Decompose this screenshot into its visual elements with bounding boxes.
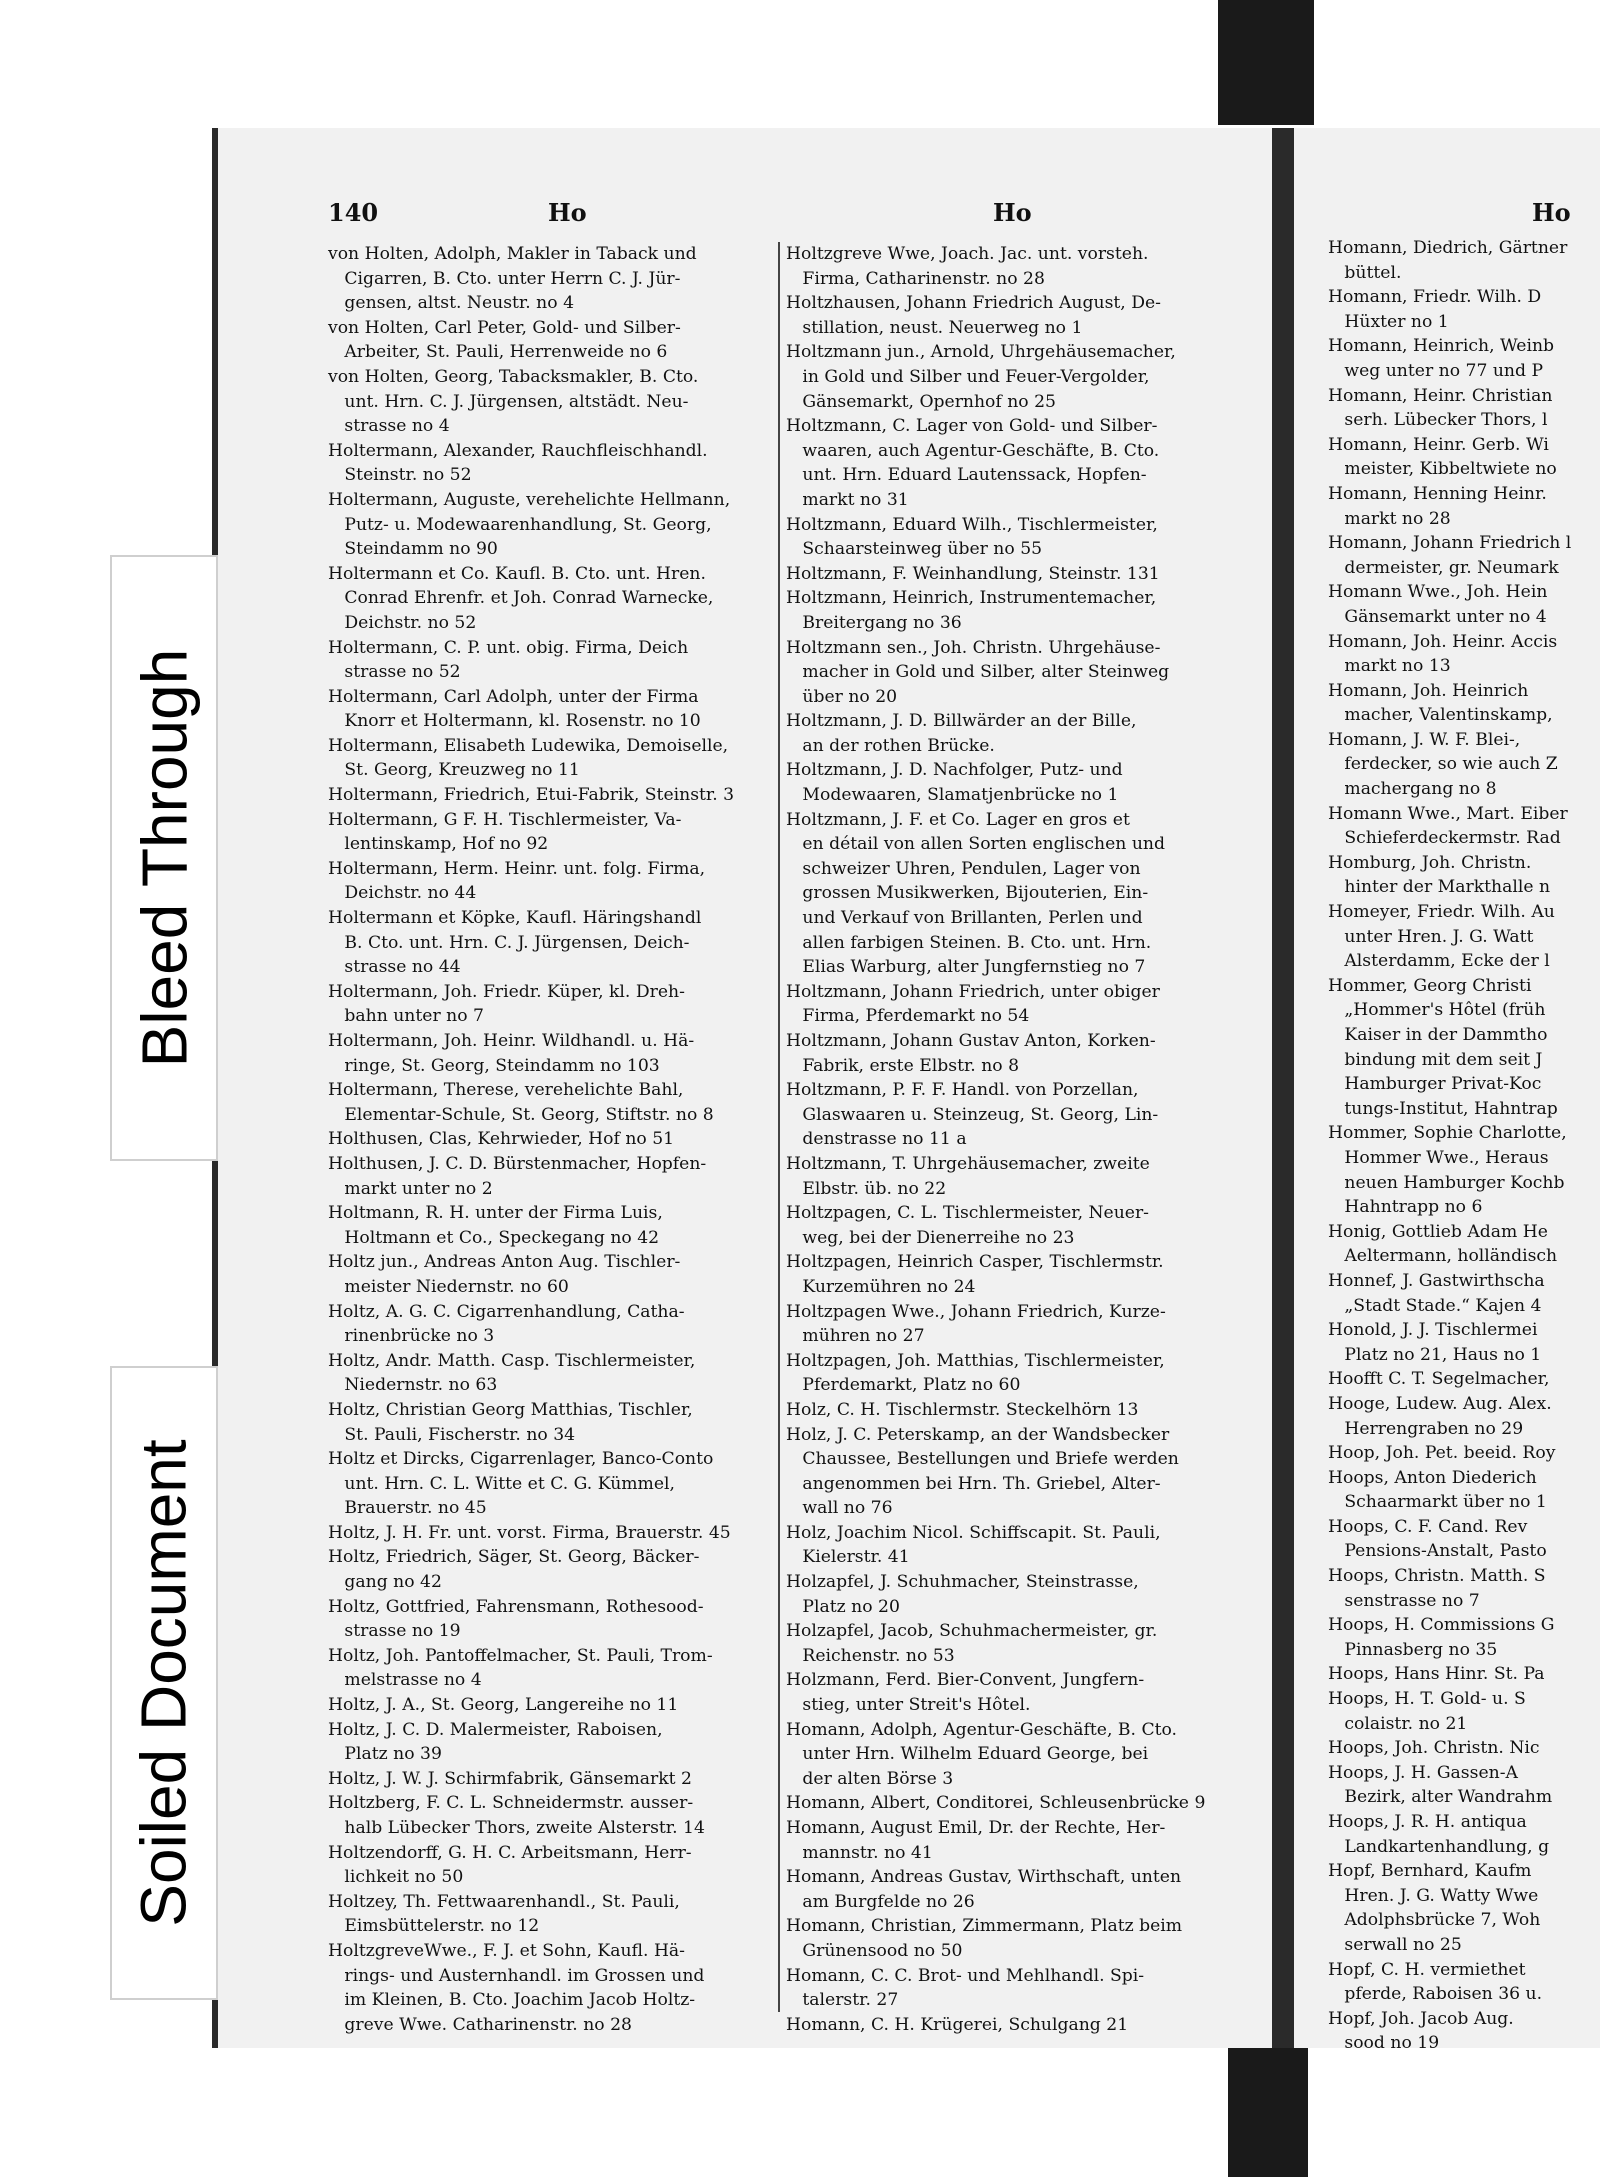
directory-line: Hoops, H. Commissions G <box>1328 1615 1555 1636</box>
directory-column-1 <box>328 242 773 2037</box>
directory-line: Holtz, J. H. Fr. unt. vorst. Firma, Brauerstr. 45 <box>328 1522 731 1543</box>
directory-line: von Holten, Georg, Tabacksmakler, B. Cto. <box>328 366 699 387</box>
directory-line: grossen Musikwerken, Bijouterien, Ein- <box>786 883 1149 904</box>
directory-line: Deichstr. no 52 <box>328 612 477 633</box>
directory-line: Homann, Joh. Heinr. Accis <box>1328 631 1558 652</box>
directory-line: allen farbigen Steinen. B. Cto. unt. Hrn. <box>786 932 1152 953</box>
directory-line: bahn unter no 7 <box>328 1006 484 1027</box>
directory-line: Holz, Joachim Nicol. Schiffscapit. St. Pauli, <box>786 1522 1161 1543</box>
directory-line: rings- und Austernhandl. im Grossen und <box>328 1965 705 1986</box>
directory-line: Holtzmann, Heinrich, Instrumentemacher, <box>786 588 1157 609</box>
directory-line: Holthusen, Clas, Kehrwieder, Hof no 51 <box>328 1129 675 1150</box>
directory-line: Holtermann, C. P. unt. obig. Firma, Deich <box>328 637 689 658</box>
directory-line: büttel. <box>1328 262 1402 283</box>
directory-line: Hoofft C. T. Segelmacher, <box>1328 1369 1550 1390</box>
directory-line: stieg, unter Streit's Hôtel. <box>786 1695 1031 1716</box>
directory-line: Holtermann et Köpke, Kaufl. Häringshandl <box>328 908 702 929</box>
directory-line: lichkeit no 50 <box>328 1867 464 1888</box>
directory-line: Platz no 39 <box>328 1744 442 1765</box>
directory-line: schweizer Uhren, Pendulen, Lager von <box>786 858 1141 879</box>
directory-line: über no 20 <box>786 686 898 707</box>
directory-line: unt. Hrn. C. L. Witte et C. G. Kümmel, <box>328 1473 675 1494</box>
directory-line: Homann, Heinr. Gerb. Wi <box>1328 434 1549 455</box>
directory-line: Kurzemühren no 24 <box>786 1276 976 1297</box>
directory-line: serh. Lübecker Thors, l <box>1328 410 1548 431</box>
directory-line: macher in Gold und Silber, alter Steinweg <box>786 662 1170 683</box>
directory-line: tungs-Institut, Hahntrap <box>1328 1098 1558 1119</box>
directory-line: Holtz, Andr. Matth. Casp. Tischlermeister, <box>328 1350 696 1371</box>
directory-line: Hoops, C. F. Cand. Rev <box>1328 1516 1528 1537</box>
directory-line: Holtzpagen Wwe., Johann Friedrich, Kurze- <box>786 1301 1166 1322</box>
directory-line: Pferdemarkt, Platz no 60 <box>786 1375 1021 1396</box>
directory-line: Cigarren, B. Cto. unter Herrn C. J. Jür- <box>328 268 681 289</box>
directory-line: Hoops, Anton Diederich <box>1328 1467 1537 1488</box>
directory-line: Holtzmann, P. F. F. Handl. von Porzellan, <box>786 1080 1139 1101</box>
directory-line: Hüxter no 1 <box>1328 311 1449 332</box>
directory-line: Hamburger Privat-Koc <box>1328 1074 1542 1095</box>
directory-line: Homann Wwe., Mart. Eiber <box>1328 803 1568 824</box>
directory-line: unt. Hrn. C. J. Jürgensen, altstädt. Neu- <box>328 391 689 412</box>
directory-line: Elbstr. üb. no 22 <box>786 1178 947 1199</box>
directory-line: Holtzmann jun., Arnold, Uhrgehäusemacher, <box>786 342 1176 363</box>
running-head-left: Ho <box>548 198 587 227</box>
directory-line: Hoops, J. H. Gassen-A <box>1328 1762 1518 1783</box>
directory-line: senstrasse no 7 <box>1328 1590 1480 1611</box>
directory-line: greve Wwe. Catharinenstr. no 28 <box>328 2014 632 2035</box>
directory-line: denstrasse no 11 a <box>786 1129 967 1150</box>
directory-line: Holz, J. C. Peterskamp, an der Wandsbecker <box>786 1424 1170 1445</box>
directory-line: Pensions-Anstalt, Pasto <box>1328 1541 1547 1562</box>
directory-line: ringe, St. Georg, Steindamm no 103 <box>328 1055 660 1076</box>
directory-line: an der rothen Brücke. <box>786 735 995 756</box>
directory-line: B. Cto. unt. Hrn. C. J. Jürgensen, Deich- <box>328 932 690 953</box>
directory-line: colaistr. no 21 <box>1328 1713 1468 1734</box>
directory-line: Hoops, Joh. Christn. Nic <box>1328 1738 1540 1759</box>
directory-line: von Holten, Carl Peter, Gold- und Silber- <box>328 317 681 338</box>
directory-line: wall no 76 <box>786 1498 893 1519</box>
binding-strip-bottom <box>1228 2046 1308 2177</box>
directory-line: dermeister, gr. Neumark <box>1328 557 1559 578</box>
directory-line: Alsterdamm, Ecke der l <box>1328 951 1550 972</box>
directory-line: Holtzgreve Wwe, Joach. Jac. unt. vorsteh. <box>786 244 1149 264</box>
directory-line: Adolphsbrücke 7, Woh <box>1328 1910 1541 1931</box>
directory-line: Holthusen, J. C. D. Bürstenmacher, Hopfen- <box>328 1153 707 1174</box>
directory-line: Holtmann, R. H. unter der Firma Luis, <box>328 1203 663 1224</box>
directory-line: Holtzmann, J. F. et Co. Lager en gros et <box>786 809 1130 830</box>
directory-line: lentinskamp, Hof no 92 <box>328 834 549 855</box>
directory-line: Eimsbüttelerstr. no 12 <box>328 1916 540 1937</box>
directory-line: markt no 13 <box>1328 656 1451 677</box>
directory-line: Honnef, J. Gastwirthscha <box>1328 1270 1545 1291</box>
soiled-document-text: Soiled Document <box>128 1439 200 1927</box>
running-head-right: Ho <box>993 198 1032 227</box>
directory-line: Herrengraben no 29 <box>1328 1418 1524 1439</box>
directory-line: „Hommer's Hôtel (früh <box>1328 1000 1546 1021</box>
directory-line: Holtermann, Carl Adolph, unter der Firma <box>328 686 699 707</box>
directory-line: angenommen bei Hrn. Th. Griebel, Alter- <box>786 1473 1161 1494</box>
directory-line: Holz, C. H. Tischlermstr. Steckelhörn 13 <box>786 1399 1139 1420</box>
directory-line: Holtermann, Joh. Heinr. Wildhandl. u. Hä- <box>328 1031 695 1051</box>
directory-line: en détail von allen Sorten englischen und <box>786 834 1165 855</box>
directory-line: strasse no 52 <box>328 662 461 683</box>
directory-line: melstrasse no 4 <box>328 1670 482 1691</box>
directory-line: Bezirk, alter Wandrahm <box>1328 1787 1553 1808</box>
soiled-document-label <box>110 1366 218 2000</box>
directory-line: am Burgfelde no 26 <box>786 1891 975 1912</box>
directory-line: Homann, Henning Heinr. <box>1328 483 1547 504</box>
directory-line: serwall no 25 <box>1328 1934 1462 1955</box>
directory-line: Pinnasberg no 35 <box>1328 1639 1498 1660</box>
page-gutter <box>1272 128 1290 2048</box>
directory-line: der alten Börse 3 <box>786 1768 954 1789</box>
directory-line: Glaswaaren u. Steinzeug, St. Georg, Lin- <box>786 1104 1159 1125</box>
directory-line: Holtzmann, J. D. Billwärder an der Bille, <box>786 711 1137 732</box>
directory-line: Holtz, Gottfried, Fahrensmann, Rothesood- <box>328 1596 704 1617</box>
directory-line: Holtzmann sen., Joh. Christn. Uhrgehäuse- <box>786 637 1161 658</box>
bleed-through-label <box>110 555 218 1161</box>
directory-line: Gänsemarkt unter no 4 <box>1328 606 1547 627</box>
directory-line: und Verkauf von Brillanten, Perlen und <box>786 908 1143 929</box>
directory-line: Holtermann, Joh. Friedr. Küper, kl. Dreh- <box>328 981 685 1002</box>
directory-line: Platz no 20 <box>786 1596 900 1617</box>
running-head-next: Ho <box>1532 198 1571 227</box>
directory-line: macher, Valentinskamp, <box>1328 705 1553 726</box>
directory-line: Holtzmann, J. D. Nachfolger, Putz- und <box>786 760 1123 781</box>
directory-line: Holtz, Christian Georg Matthias, Tischler, <box>328 1399 693 1420</box>
directory-line: Hommer Wwe., Heraus <box>1328 1147 1549 1168</box>
directory-line: Hommer, Georg Christi <box>1328 975 1532 996</box>
directory-line: HoltzgreveWwe., F. J. et Sohn, Kaufl. Hä- <box>328 1940 685 1961</box>
directory-line: Kaiser in der Dammtho <box>1328 1025 1548 1045</box>
directory-line: unter Hrn. Wilhelm Eduard George, bei <box>786 1744 1149 1765</box>
directory-line: Firma, Catharinenstr. no 28 <box>786 268 1045 289</box>
directory-line: Honold, J. J. Tischlermei <box>1328 1320 1538 1341</box>
directory-line: Holtzmann, F. Weinhandlung, Steinstr. 131 <box>786 563 1160 584</box>
directory-line: Elementar-Schule, St. Georg, Stiftstr. no 8 <box>328 1104 714 1125</box>
directory-line: Holtz, J. A., St. Georg, Langereihe no 11 <box>328 1695 679 1716</box>
directory-line: gang no 42 <box>328 1572 442 1593</box>
directory-line: Holtermann, G F. H. Tischlermeister, Va- <box>328 809 682 830</box>
directory-line: Homann, Albert, Conditorei, Schleusenbrücke 9 <box>786 1793 1206 1814</box>
directory-line: Homann, Joh. Heinrich <box>1328 680 1529 701</box>
directory-line: Hahntrapp no 6 <box>1328 1197 1483 1218</box>
directory-line: Homeyer, Friedr. Wilh. Au <box>1328 902 1555 923</box>
directory-line: Holtermann, Friedrich, Etui-Fabrik, Steinstr. 3 <box>328 785 735 806</box>
binding-strip-top <box>1218 0 1314 125</box>
directory-line: Holtzmann, Johann Friedrich, unter obiger <box>786 981 1160 1002</box>
directory-column-2 <box>786 242 1236 2037</box>
directory-line: Arbeiter, St. Pauli, Herrenweide no 6 <box>328 342 668 363</box>
directory-line: Hren. J. G. Watty Wwe <box>1328 1885 1539 1906</box>
directory-line: unter Hren. J. G. Watt <box>1328 926 1534 947</box>
directory-line: Landkartenhandlung, g <box>1328 1836 1550 1857</box>
directory-line: Homburg, Joh. Christn. <box>1328 852 1532 873</box>
directory-line: St. Georg, Kreuzweg no 11 <box>328 760 580 781</box>
directory-line: Firma, Pferdemarkt no 54 <box>786 1006 1030 1027</box>
directory-line: strasse no 4 <box>328 416 450 437</box>
directory-line: in Gold und Silber und Feuer-Vergolder, <box>786 366 1150 387</box>
directory-line: Holtermann, Elisabeth Ludewika, Demoiselle, <box>328 735 729 756</box>
directory-line: Holzmann, Ferd. Bier-Convent, Jungfern- <box>786 1670 1145 1691</box>
directory-line: pferde, Raboisen 36 u. <box>1328 1984 1543 2005</box>
directory-line: im Kleinen, B. Cto. Joachim Jacob Holtz- <box>328 1990 696 2011</box>
directory-line: Elias Warburg, alter Jungfernstieg no 7 <box>786 957 1146 978</box>
directory-line: markt no 28 <box>1328 508 1451 529</box>
directory-line: strasse no 19 <box>328 1621 461 1642</box>
directory-line: Knorr et Holtermann, kl. Rosenstr. no 10 <box>328 711 701 732</box>
directory-line: Hopf, Bernhard, Kaufm <box>1328 1861 1532 1882</box>
directory-line: Holtz, Joh. Pantoffelmacher, St. Pauli, Trom- <box>328 1645 713 1666</box>
directory-line: Hopf, Joh. Jacob Aug. <box>1328 2008 1514 2029</box>
directory-line: markt unter no 2 <box>328 1178 493 1199</box>
directory-line: unt. Hrn. Eduard Lautenssack, Hopfen- <box>786 465 1147 486</box>
directory-line: Gänsemarkt, Opernhof no 25 <box>786 391 1056 412</box>
directory-line: Kielerstr. 41 <box>786 1547 910 1568</box>
directory-line: hinter der Markthalle n <box>1328 877 1551 898</box>
directory-line: sood no 19 <box>1328 2033 1440 2054</box>
directory-line: von Holten, Adolph, Makler in Taback und <box>328 244 697 264</box>
directory-line: Holtermann, Alexander, Rauchfleischhandl. <box>328 440 708 461</box>
directory-line: markt no 31 <box>786 489 909 510</box>
directory-line: Homann, C. H. Krügerei, Schulgang 21 <box>786 2014 1129 2035</box>
directory-line: stillation, neust. Neuerweg no 1 <box>786 317 1083 338</box>
bleed-through-text: Bleed Through <box>128 648 200 1068</box>
directory-line: Chaussee, Bestellungen und Briefe werden <box>786 1449 1179 1470</box>
directory-line: Schieferdeckermstr. Rad <box>1328 828 1561 849</box>
directory-line: Holtzmann, T. Uhrgehäusemacher, zweite <box>786 1153 1150 1174</box>
directory-line: Homann, Andreas Gustav, Wirthschaft, unten <box>786 1867 1182 1888</box>
directory-line: rinenbrücke no 3 <box>328 1326 495 1347</box>
directory-line: Holtz, J. C. D. Malermeister, Raboisen, <box>328 1719 663 1740</box>
directory-line: Holtermann, Herm. Heinr. unt. folg. Firma, <box>328 858 706 879</box>
directory-line: Reichenstr. no 53 <box>786 1645 955 1666</box>
directory-line: Brauerstr. no 45 <box>328 1498 487 1519</box>
directory-line: meister Niedernstr. no 60 <box>328 1276 569 1297</box>
directory-line: Hoops, H. T. Gold- u. S <box>1328 1689 1526 1710</box>
directory-line: Hoop, Joh. Pet. beeid. Roy <box>1328 1443 1556 1464</box>
directory-line: Homann, J. W. F. Blei-, <box>1328 729 1521 750</box>
directory-column-3 <box>1328 236 1600 2056</box>
directory-line: Holtzpagen, Joh. Matthias, Tischlermeister, <box>786 1350 1165 1371</box>
directory-line: Schaarsteinweg über no 55 <box>786 539 1043 560</box>
directory-line: Grünensood no 50 <box>786 1940 963 1961</box>
directory-line: Holtz et Dircks, Cigarrenlager, Banco-Conto <box>328 1449 714 1470</box>
directory-line: waaren, auch Agentur-Geschäfte, B. Cto. <box>786 440 1160 461</box>
directory-line: Homann, Christian, Zimmermann, Platz beim <box>786 1916 1183 1937</box>
directory-line: Holtzendorff, G. H. C. Arbeitsmann, Herr- <box>328 1842 692 1863</box>
directory-line: Modewaaren, Slamatjenbrücke no 1 <box>786 785 1119 806</box>
directory-line: Hopf, C. H. vermiethet <box>1328 1959 1526 1980</box>
directory-line: Homann, Adolph, Agentur-Geschäfte, B. Cto. <box>786 1719 1178 1740</box>
directory-line: Holtz, J. W. J. Schirmfabrik, Gänsemarkt 2 <box>328 1768 692 1789</box>
directory-line: Holtz, A. G. C. Cigarrenhandlung, Catha- <box>328 1301 685 1322</box>
directory-line: talerstr. 27 <box>786 1990 899 2011</box>
directory-line: weg unter no 77 und P <box>1328 360 1544 381</box>
directory-line: Holtzmann, C. Lager von Gold- und Silber- <box>786 416 1158 437</box>
directory-line: strasse no 44 <box>328 957 461 978</box>
directory-line: Holtzmann, Eduard Wilh., Tischlermeister, <box>786 514 1158 535</box>
directory-line: Holtermann et Co. Kaufl. B. Cto. unt. Hren. <box>328 563 706 584</box>
directory-line: Hoops, Hans Hinr. St. Pa <box>1328 1664 1545 1685</box>
directory-line: Holtzpagen, Heinrich Casper, Tischlermstr. <box>786 1252 1164 1273</box>
directory-line: „Stadt Stade.“ Kajen 4 <box>1328 1295 1542 1316</box>
directory-line: Deichstr. no 44 <box>328 883 477 904</box>
directory-line: Holtz, Friedrich, Säger, St. Georg, Bäcker- <box>328 1547 700 1568</box>
directory-line: Hoops, Christn. Matth. S <box>1328 1566 1546 1587</box>
directory-line: Breitergang no 36 <box>786 612 962 633</box>
directory-line: gensen, altst. Neustr. no 4 <box>328 293 575 314</box>
directory-line: Schaarmarkt über no 1 <box>1328 1492 1547 1513</box>
directory-line: meister, Kibbeltwiete no <box>1328 459 1557 480</box>
directory-line: Holtzhausen, Johann Friedrich August, De- <box>786 293 1161 314</box>
directory-line: Homann, Heinr. Christian <box>1328 385 1553 406</box>
directory-line: Steinstr. no 52 <box>328 465 472 486</box>
directory-line: Holtzmann, Johann Gustav Anton, Korken- <box>786 1031 1156 1051</box>
directory-line: Niedernstr. no 63 <box>328 1375 498 1396</box>
directory-line: Holtzberg, F. C. L. Schneidermstr. ausser- <box>328 1793 694 1814</box>
directory-line: Hommer, Sophie Charlotte, <box>1328 1123 1567 1144</box>
directory-line: Holtermann, Therese, verehelichte Bahl, <box>328 1080 684 1101</box>
directory-line: Homann, C. C. Brot- und Mehlhandl. Spi- <box>786 1965 1145 1986</box>
directory-line: Homann, Johann Friedrich l <box>1328 533 1572 554</box>
directory-line: Conrad Ehrenfr. et Joh. Conrad Warnecke, <box>328 588 714 609</box>
directory-line: Hooge, Ludew. Aug. Alex. <box>1328 1393 1552 1414</box>
directory-line: Homann, August Emil, Dr. der Rechte, Her- <box>786 1818 1166 1838</box>
page-number: 140 <box>328 198 379 227</box>
directory-line: Holtzey, Th. Fettwaarenhandl., St. Pauli, <box>328 1891 680 1912</box>
directory-line: Homann, Heinrich, Weinb <box>1328 336 1555 357</box>
directory-line: Holtzpagen, C. L. Tischlermeister, Neuer- <box>786 1203 1149 1224</box>
directory-line: Fabrik, erste Elbstr. no 8 <box>786 1055 1020 1076</box>
directory-line: Holtermann, Auguste, verehelichte Hellmann, <box>328 489 731 510</box>
directory-line: Hoops, J. R. H. antiqua <box>1328 1812 1527 1832</box>
directory-line: Putz- u. Modewaarenhandlung, St. Georg, <box>328 514 712 535</box>
directory-line: Honig, Gottlieb Adam He <box>1328 1221 1548 1242</box>
directory-line: Homann, Friedr. Wilh. D <box>1328 287 1542 308</box>
directory-line: Holtmann et Co., Speckegang no 42 <box>328 1227 660 1248</box>
directory-line: neuen Hamburger Kochb <box>1328 1172 1565 1193</box>
directory-line: ferdecker, so wie auch Z <box>1328 754 1558 775</box>
directory-line: St. Pauli, Fischerstr. no 34 <box>328 1424 576 1445</box>
directory-line: machergang no 8 <box>1328 779 1497 800</box>
directory-line: Holzapfel, J. Schuhmacher, Steinstrasse, <box>786 1572 1139 1593</box>
column-rule <box>778 242 780 2012</box>
directory-line: weg, bei der Dienerreihe no 23 <box>786 1227 1075 1248</box>
directory-line: Homann Wwe., Joh. Hein <box>1328 582 1548 603</box>
directory-line: mannstr. no 41 <box>786 1842 933 1863</box>
directory-line: bindung mit dem seit J <box>1328 1049 1543 1070</box>
directory-line: Steindamm no 90 <box>328 539 498 560</box>
directory-line: halb Lübecker Thors, zweite Alsterstr. 14 <box>328 1818 705 1838</box>
directory-line: Platz no 21, Haus no 1 <box>1328 1344 1542 1365</box>
directory-line: Holtz jun., Andreas Anton Aug. Tischler- <box>328 1252 681 1273</box>
directory-line: mühren no 27 <box>786 1326 925 1347</box>
directory-line: Aeltermann, holländisch <box>1328 1246 1558 1267</box>
directory-line: Holzapfel, Jacob, Schuhmachermeister, gr. <box>786 1621 1158 1642</box>
directory-line: Homann, Diedrich, Gärtner <box>1328 238 1568 258</box>
